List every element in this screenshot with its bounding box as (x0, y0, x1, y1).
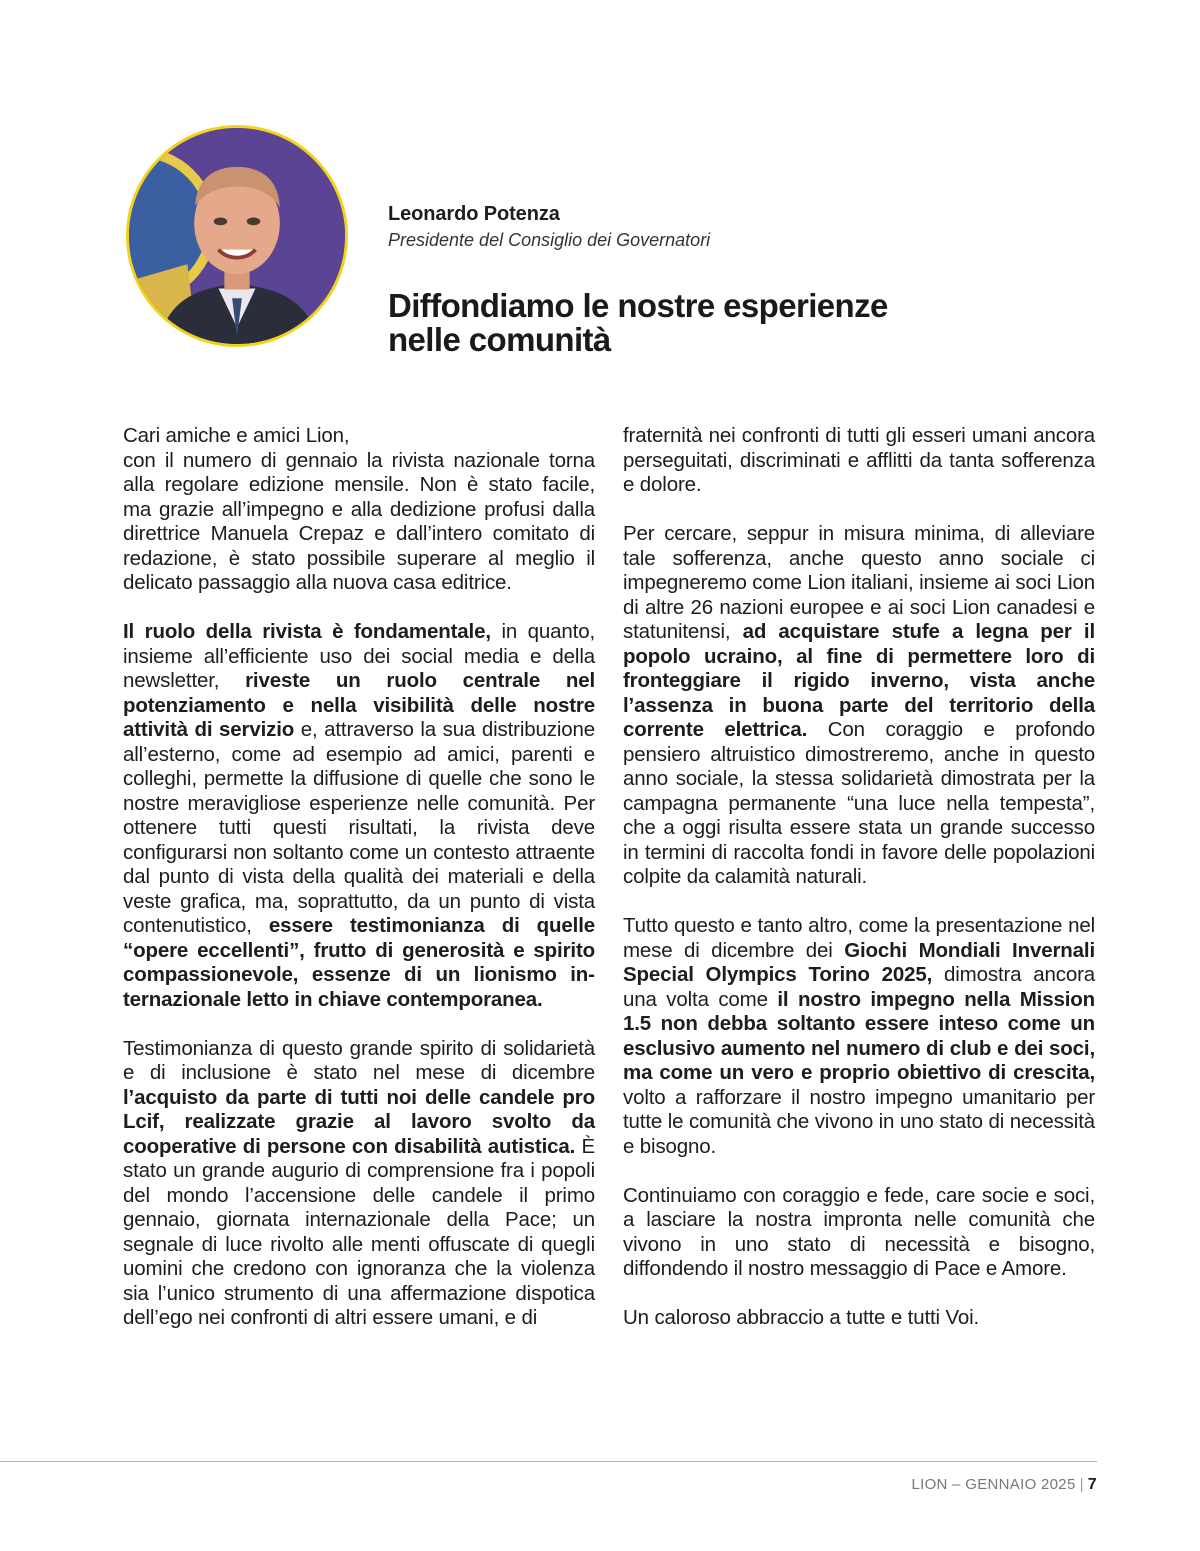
paragraph: Tutto questo e tanto altro, come la presentazione nel mese di dicembre dei Giochi Mondiali Invernali Special Olympics Torino 2025, dimostra ancora una volta come il nostro impegno nella Mission 1.5 non debba soltanto essere inteso come un esclusivo aumento nel numero di club e dei soci, ma come un vero e proprio obiettivo di crescita, volto a rafforzare il nostro impegno umanitario per tutte le comunità che vivono in uno stato di necessità e bisogno. (623, 914, 1096, 1158)
author-portrait (126, 125, 348, 347)
paragraph: Continuiamo con coraggio e fede, care socie e soci, a lasciare la nostra impronta nelle comunità che vivono in uno stato di necessità e bisogno, diffondendo il nostro messaggio di Pace e Amore. (623, 1183, 1095, 1280)
headline-line-2: nelle comunità (388, 321, 611, 358)
paragraph: Il ruolo della rivista è fondamentale, in quanto, insieme all’efficiente uso dei social media e della newsletter, riveste un ruolo centrale nel potenziamento e nella visibilità delle nostre attività di servizio e, attraverso la sua distribuzione all’esterno, come ad esempio ad amici, parenti e colleghi, permette la diffusione di quelle che sono le nostre meravigliose esperienze nelle comunità. Per ottenere tutti questi risultati, la rivista deve configurarsi non soltanto come un contesto attraente dal punto di vista della qualità dei materiali e della veste grafica, ma, soprattutto, da un punto di vista contenutistico, essere testimonianza di quelle “opere eccellenti”, frutto di generosità e spirito compassionevole, essenze di un lionismo internazionale letto in chiave contemporanea. (123, 620, 596, 1011)
author-name: Leonardo Potenza (388, 203, 560, 225)
paragraph: Per cercare, seppur in misura minima, di alleviare tale sofferenza, anche questo anno sociale ci impegneremo come Lion italiani, insieme ai soci Lion di altre 26 nazioni europee e ai soci Lion canadesi e statunitensi, ad acquistare stufe a legna per il popolo ucraino, al fine di permettere loro di fronteggiare il rigido inverno, vista anche l’assenza in buona parte del territorio della corrente elettrica. Con coraggio e profondo pensiero altruistico dimostreremo, anche in questo anno sociale, la stessa solidarietà dimostrata per la campagna permanente “una luce nella tempesta”, che a oggi risulta essere stata un grande successo in termini di raccolta fondi in favore delle popolazioni colpite da calamità naturali. (623, 522, 1095, 888)
author-photo-icon (129, 128, 345, 344)
footer-separator: | (1079, 1476, 1084, 1493)
paragraph: Testimonianza di questo grande spirito di solidarietà e di inclusione è stato nel mese di dicembre l’acquisto da parte di tutti noi delle candele pro Lcif, realizzate grazie al lavoro svolto da cooperative di persone con disabilità autistica. È stato un grande augurio di comprensione fra i popoli del mondo l’accensione delle candele il primo gennaio, giornata internazionale della Pace; un segnale di luce rivolto alle menti offuscate di quegli uomini che credono con ignoranza che la violenza sia l’unico strumento di una affermazione dispotica dell’ego nei confronti di altri essere umani, e di (123, 1036, 595, 1329)
paragraph: con il numero di gennaio la rivista nazionale torna alla regolare edizione mensile. Non è stato facile, ma grazie all’impegno e alla dedizione profusi dalla direttrice Manuela Crepaz e dall’intero comitato di redazione, è stato possibile superare al meglio il delicato passaggio alla nuova casa editrice. (123, 448, 595, 594)
page-footer (911, 1476, 1097, 1494)
page-number: 7 (1087, 1476, 1097, 1493)
article-column-right (623, 424, 1095, 1355)
paragraph: fraternità nei confronti di tutti gli esseri umani ancora perseguitati, discriminati e afflitti da tanta sofferenza e dolore. (623, 424, 1095, 496)
article-column-left (123, 424, 595, 1355)
salutation: Cari amiche e amici Lion, (123, 424, 350, 447)
footer-divider (0, 1461, 1097, 1462)
closing: Un caloroso abbraccio a tutte e tutti Voi. (623, 1306, 980, 1329)
author-role: Presidente del Consiglio dei Governatori (388, 230, 711, 250)
page-title (388, 289, 1008, 357)
publication-label: LION – GENNAIO 2025 (911, 1476, 1076, 1493)
headline-line-1: Diffondiamo le nostre esperienze (388, 287, 888, 324)
